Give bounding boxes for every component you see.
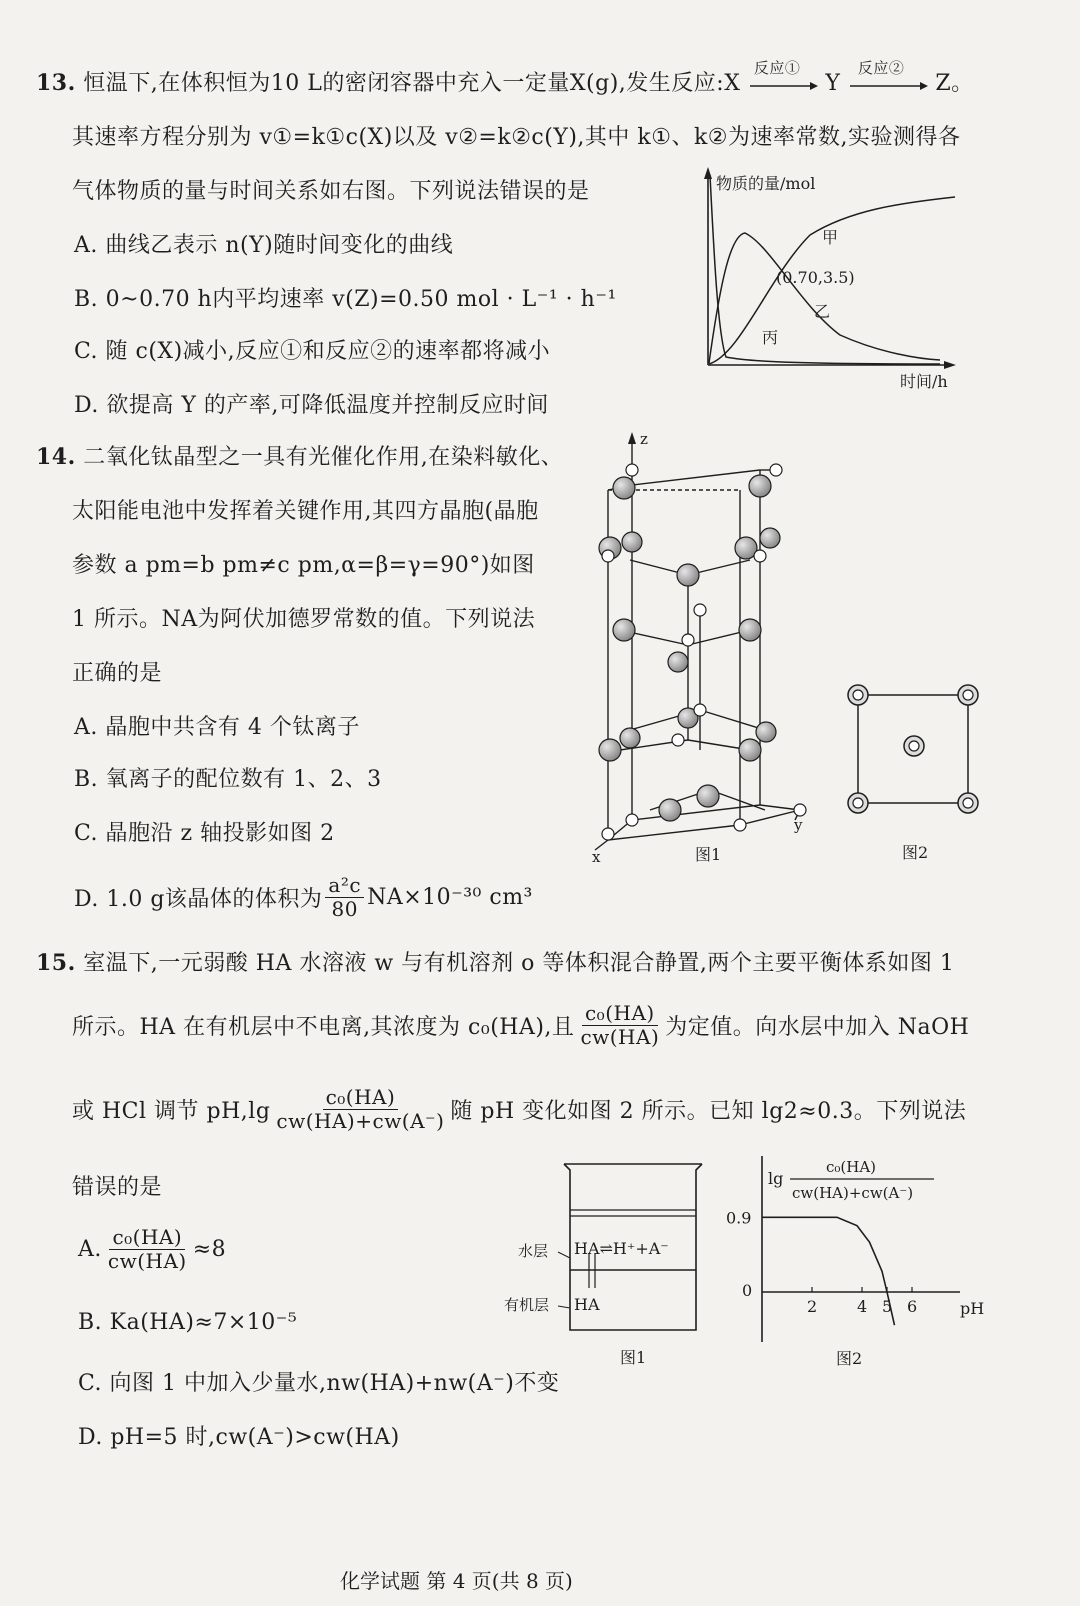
q15-y-tick-label: 0 — [742, 1281, 753, 1300]
q14-figure1-caption: 图1 — [695, 845, 722, 864]
q13-arrow2-label: 反应② — [857, 59, 905, 77]
page-footer: 化学试题 第 4 页(共 8 页) — [340, 1569, 573, 1593]
q14-option-d-den: 80 — [331, 897, 358, 921]
arrow-icon — [848, 79, 928, 93]
q15-line4: 错误的是 — [72, 1175, 163, 1200]
q15-ylabel-prefix: lg — [768, 1169, 784, 1188]
q14-line1 — [36, 440, 563, 471]
q13-line1-text: 恒温下,在体积恒为10 L的密闭容器中充入一定量X(g),发生反应:X — [83, 71, 741, 96]
q15-x-tick-label: 2 — [807, 1297, 818, 1316]
q13-point-label: (0.70,3.5) — [776, 268, 855, 287]
q15-organic-label: 有机层 — [504, 1296, 550, 1314]
q15-xlabel: pH — [960, 1299, 985, 1318]
q14-option-d — [74, 874, 533, 921]
q15-ratio-fraction — [577, 1002, 662, 1049]
q13-option-d: D. 欲提高 Y 的产率,可降低温度并控制反应时间 — [74, 393, 549, 418]
q13-x-arrow — [944, 361, 956, 369]
q13-number: 13. — [36, 70, 76, 96]
q15-option-d: D. pH=5 时,cw(A⁻)>cw(HA) — [78, 1425, 400, 1450]
q14-figure1-crystal — [590, 430, 830, 865]
q15-x-tick-label: 6 — [907, 1297, 918, 1316]
axis-y-label: y — [794, 816, 803, 834]
q15-figure2-chart — [722, 1148, 1002, 1388]
q15-ratio-den: cw(HA) — [580, 1025, 660, 1049]
q14-line3: 参数 a pm=b pm≠c pm,α=β=γ=90°)如图 — [72, 553, 535, 578]
q15-line3-b: 随 pH 变化如图 2 所示。已知 lg2≈0.3。下列说法 — [450, 1099, 967, 1124]
q13-line1-end: Z。 — [935, 71, 974, 96]
q13-line1 — [36, 59, 974, 97]
q14-figure2-projection — [840, 680, 990, 865]
q15-figure1-beaker — [500, 1158, 720, 1373]
q14-option-d-suffix: NA×10⁻³⁰ cm³ — [367, 885, 533, 910]
axis-x-label: x — [592, 848, 601, 865]
q13-arrow1 — [748, 59, 818, 95]
q13-label-jia: 甲 — [822, 228, 839, 247]
q14-line5: 正确的是 — [72, 661, 163, 686]
q13-line2: 其速率方程分别为 v①=k①c(X)以及 v②=k②c(Y),其中 k①、k②为速率常数,实验测得各 — [72, 125, 961, 150]
q15-water-label: 水层 — [518, 1242, 549, 1260]
q14-line2: 太阳能电池中发挥着关键作用,其四方晶胞(晶胞 — [72, 499, 539, 524]
q15-x-tick-label: 5 — [882, 1297, 893, 1316]
q15-curve — [762, 1217, 895, 1325]
q14-option-d-fraction — [325, 874, 364, 921]
q14-line4: 1 所示。NA为阿伏加德罗常数的值。下列说法 — [72, 607, 536, 632]
q15-x-tick-label: 4 — [857, 1297, 868, 1316]
q15-option-a — [78, 1226, 226, 1273]
q15-option-a-den: cw(HA) — [107, 1249, 187, 1273]
q15-line2 — [72, 1002, 969, 1049]
q15-ylabel-den: cw(HA)+cw(A⁻) — [792, 1184, 914, 1202]
q15-figure2-caption: 图2 — [836, 1349, 863, 1368]
q15-option-a-num: c₀(HA) — [109, 1226, 185, 1250]
q15-line3-a: 或 HCl 调节 pH,lg — [72, 1099, 271, 1124]
q13-option-a: A. 曲线乙表示 n(Y)随时间变化的曲线 — [74, 233, 454, 258]
arrow-icon — [748, 79, 818, 93]
q15-eq-bottom: HA — [574, 1295, 600, 1314]
q15-option-c: C. 向图 1 中加入少量水,nw(HA)+nw(A⁻)不变 — [78, 1371, 560, 1396]
q13-curve-yi — [709, 233, 940, 363]
axis-z-label: z — [640, 430, 648, 448]
q13-arrow2 — [848, 59, 928, 95]
q14-option-d-prefix: D. 1.0 g该晶体的体积为 — [74, 887, 323, 912]
q15-ylabel-num: c₀(HA) — [826, 1158, 877, 1176]
q14-line1-text: 二氧化钛晶型之一具有光催化作用,在染料敏化、 — [83, 445, 564, 470]
q15-line2-a: 所示。HA 在有机层中不电离,其浓度为 c₀(HA),且 — [72, 1015, 575, 1040]
q13-label-yi: 乙 — [814, 302, 831, 321]
q14-figure2-caption: 图2 — [902, 843, 929, 862]
q15-eq-top: HA⇌H⁺+A⁻ — [574, 1239, 669, 1258]
q15-line1-text: 室温下,一元弱酸 HA 水溶液 w 与有机溶剂 o 等体积混合静置,两个主要平衡体系如图 1 — [83, 951, 955, 976]
q13-arrow1-label: 反应① — [753, 59, 801, 77]
q15-figure1-caption: 图1 — [620, 1348, 647, 1367]
q14-option-d-num: a²c — [325, 874, 364, 898]
q14-number: 14. — [36, 444, 76, 470]
q15-y-tick-label: 0.9 — [726, 1208, 752, 1228]
q13-ylabel: 物质的量/mol — [716, 174, 816, 193]
q15-line2-b: 为定值。向水层中加入 NaOH — [665, 1015, 970, 1040]
q15-line3 — [72, 1086, 966, 1133]
q13-mid: Y — [825, 71, 841, 96]
q15-line1 — [36, 946, 954, 977]
q15-lg-fraction — [273, 1086, 447, 1133]
q13-option-b: B. 0~0.70 h内平均速率 v(Z)=0.50 mol · L⁻¹ · h⁻¹ — [74, 287, 617, 312]
q14-option-c: C. 晶胞沿 z 轴投影如图 2 — [74, 821, 335, 846]
q13-label-bing: 丙 — [762, 328, 779, 347]
q14-option-b: B. 氧离子的配位数有 1、2、3 — [74, 767, 382, 792]
q15-option-a-fraction — [105, 1226, 190, 1273]
q13-option-c: C. 随 c(X)减小,反应①和反应②的速率都将减小 — [74, 339, 551, 364]
q15-ratio-num: c₀(HA) — [582, 1002, 658, 1026]
q13-xlabel: 时间/h — [900, 372, 948, 391]
q15-lg-num: c₀(HA) — [323, 1086, 399, 1110]
q14-option-a: A. 晶胞中共含有 4 个钛离子 — [74, 715, 360, 740]
q15-lg-den: cw(HA)+cw(A⁻) — [276, 1109, 445, 1133]
q15-option-a-suffix: ≈8 — [192, 1237, 227, 1262]
q15-option-a-prefix: A. — [78, 1237, 102, 1262]
q13-line3: 气体物质的量与时间关系如右图。下列说法错误的是 — [72, 179, 590, 204]
q15-number: 15. — [36, 950, 76, 976]
q15-option-b: B. Ka(HA)≈7×10⁻⁵ — [78, 1310, 298, 1335]
q13-chart — [690, 165, 980, 405]
